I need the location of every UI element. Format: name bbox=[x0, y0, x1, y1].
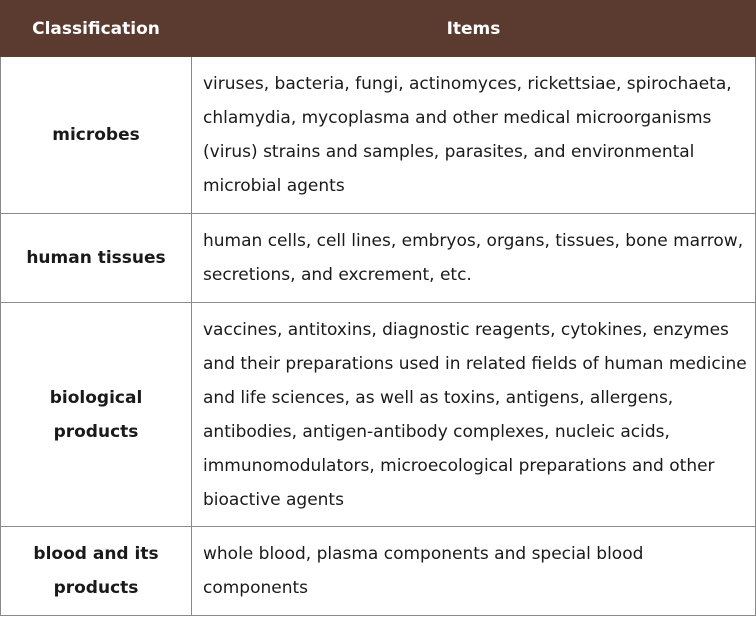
items-cell: vaccines, antitoxins, diagnostic reagents, cytokines, enzymes and their preparations used in related fields of human medicine and life sciences, as well as toxins, antigens, allergens, antibodies, antigen-antibody complexes, nucleic acids, immunomodulators, microecological preparations and other bioactive agents bbox=[192, 303, 756, 527]
table-row bbox=[1, 527, 756, 616]
table-row bbox=[1, 303, 756, 527]
header-classification: Classification bbox=[1, 1, 192, 57]
items-cell: viruses, bacteria, fungi, actinomyces, rickettsiae, spirochaeta, chlamydia, mycoplasma and other medical microorganisms (virus) strains and samples, parasites, and environmental microbial agents bbox=[192, 57, 756, 214]
table-row bbox=[1, 57, 756, 214]
items-cell: human cells, cell lines, embryos, organs, tissues, bone marrow, secretions, and excrement, etc. bbox=[192, 214, 756, 303]
table-row bbox=[1, 214, 756, 303]
items-cell: whole blood, plasma components and special blood components bbox=[192, 527, 756, 616]
classification-cell: biological products bbox=[1, 303, 192, 527]
classification-cell: human tissues bbox=[1, 214, 192, 303]
header-row bbox=[1, 1, 756, 57]
classification-cell: blood and its products bbox=[1, 527, 192, 616]
classification-cell: microbes bbox=[1, 57, 192, 214]
header-items: Items bbox=[192, 1, 756, 57]
